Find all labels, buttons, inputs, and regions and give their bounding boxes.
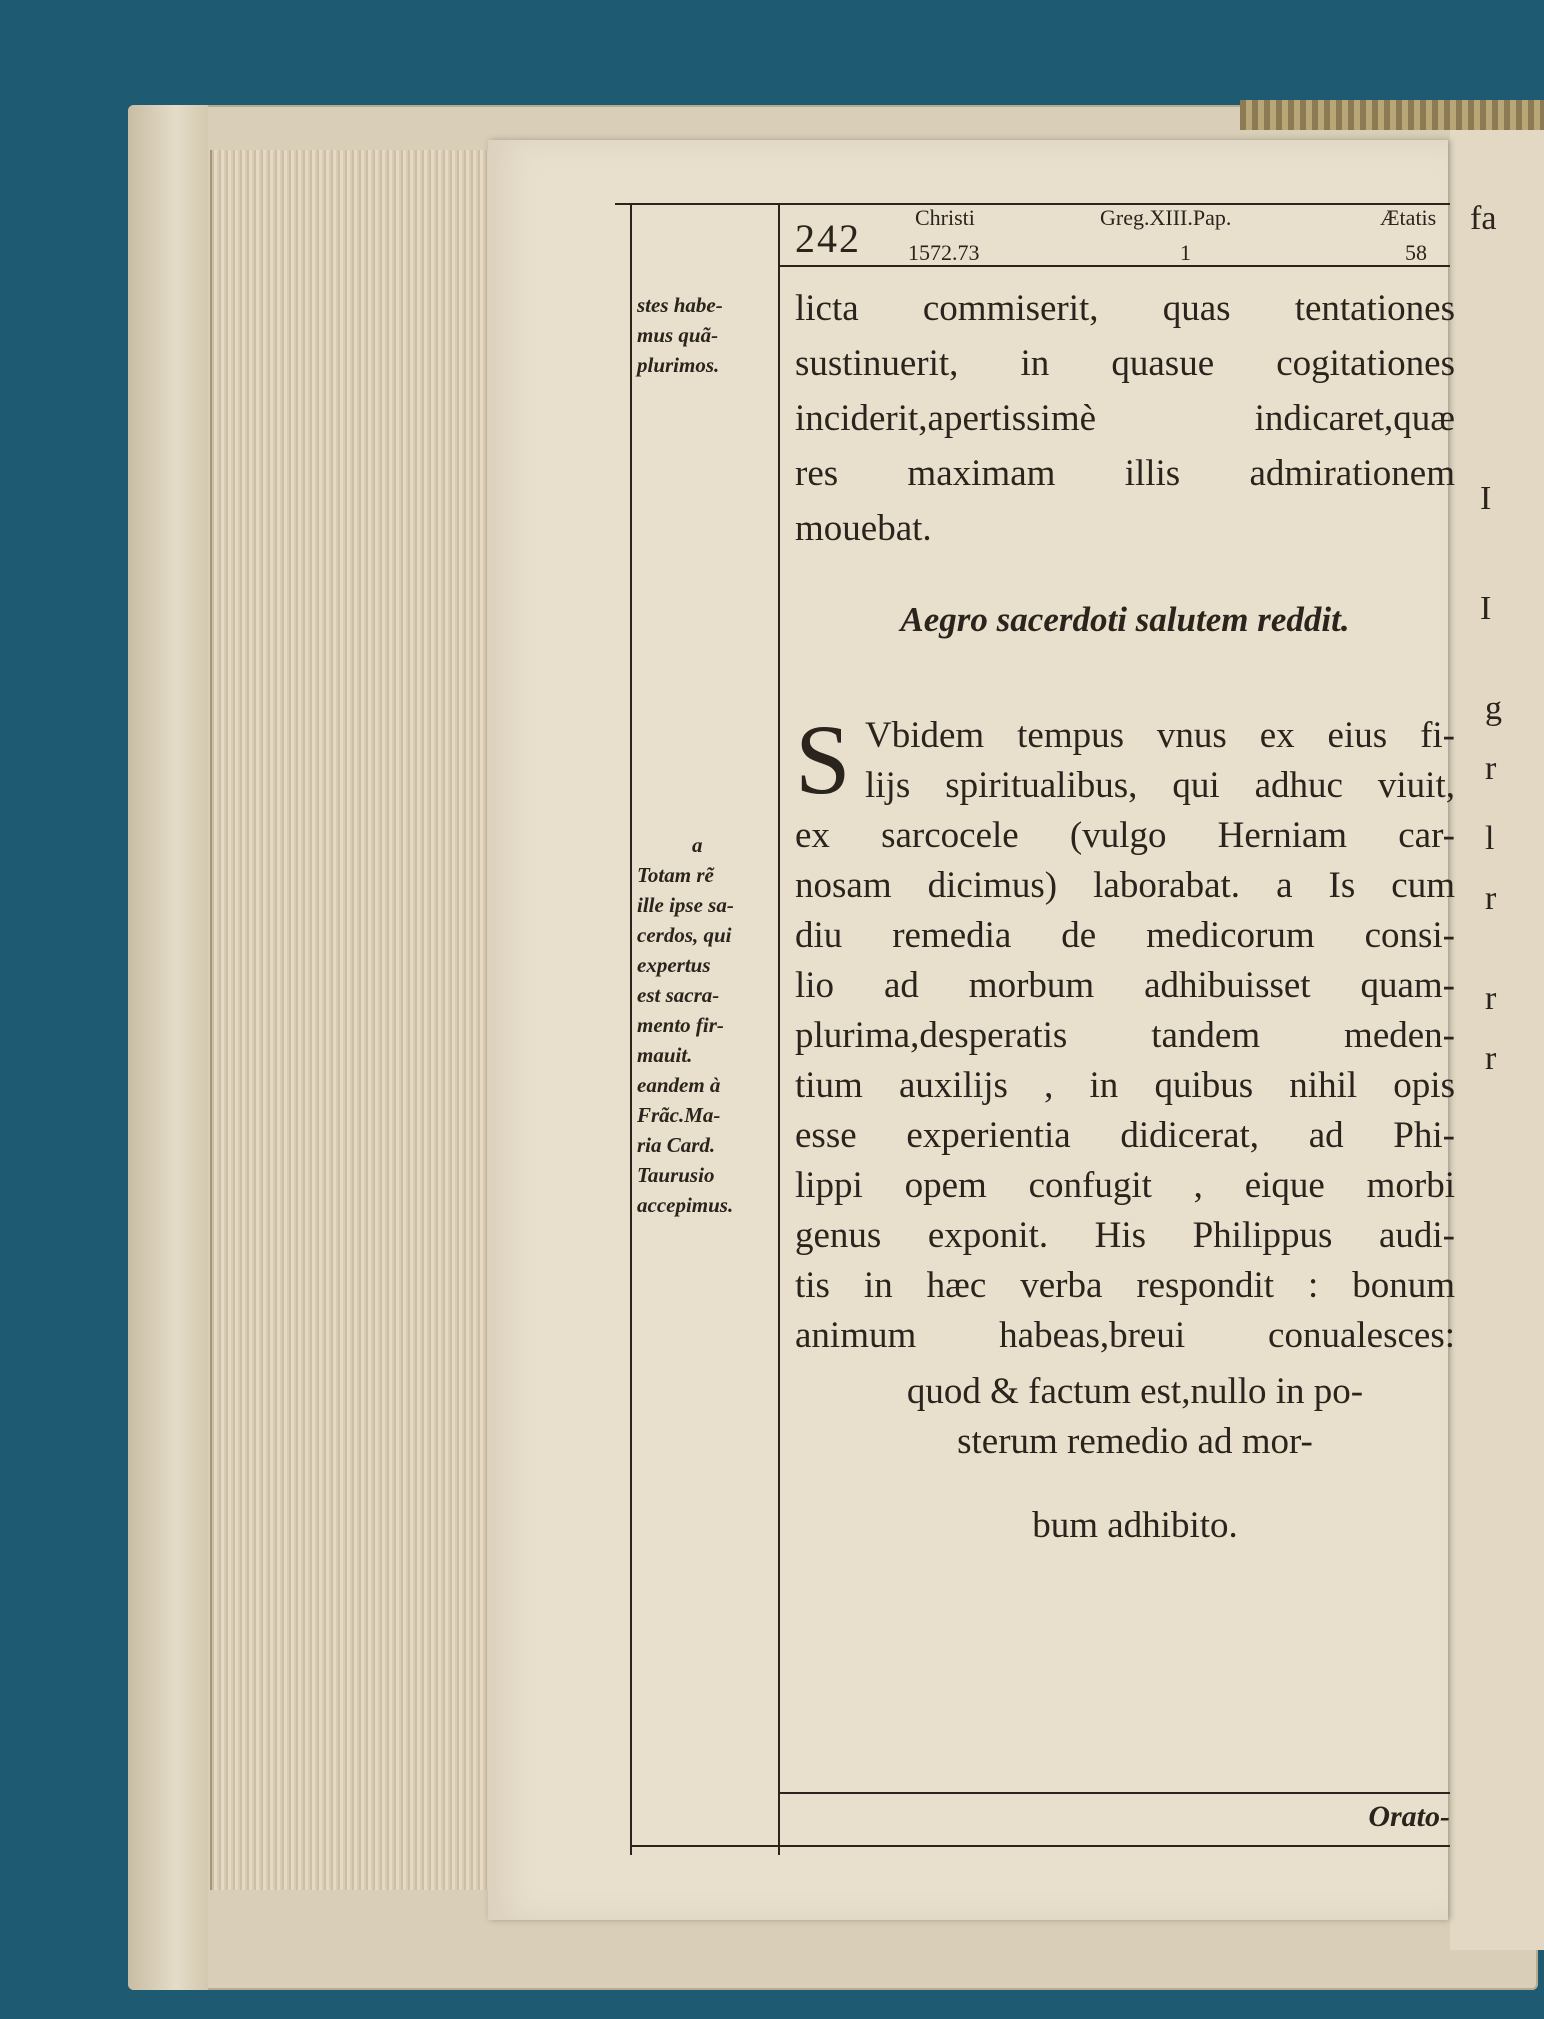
closing-line: sterum remedio ad mor- <box>957 1421 1313 1462</box>
catchword-row <box>780 1800 1450 1840</box>
section-heading: Aegro sacerdoti salutem reddit. <box>900 600 1350 639</box>
text-line: genus exponit. His Philippus audi- <box>795 1215 1455 1256</box>
header-christi-value: 1572.73 <box>908 240 980 265</box>
text-line: lippi opem confugit , eique morbi <box>795 1165 1455 1206</box>
margin-line: Frãc.Ma- <box>637 1103 721 1127</box>
header-rule-bottom <box>780 265 1450 267</box>
margin-line: a <box>692 833 703 857</box>
facing-fragment: I <box>1480 590 1492 627</box>
header-pope-label: Greg.XIII.Pap. <box>1100 205 1232 230</box>
closing-line: quod & factum est,nullo in po- <box>906 1371 1364 1412</box>
margin-note-a <box>637 830 777 1220</box>
bottom-rule-1 <box>780 1792 1450 1794</box>
facing-fragment: r <box>1485 1040 1497 1077</box>
facing-fragment: r <box>1485 750 1497 787</box>
margin-line: mento fir- <box>637 1013 724 1037</box>
margin-line: Taurusio <box>637 1163 715 1187</box>
bottom-rule-2 <box>630 1845 1450 1847</box>
margin-line: ria Card. <box>637 1133 716 1157</box>
header-aetatis-value: 58 <box>1405 240 1427 265</box>
closing-line: bum adhibito. <box>1032 1505 1238 1546</box>
margin-line: plurimos. <box>637 353 720 377</box>
book-spine <box>128 105 208 1990</box>
margin-line: ille ipse sa- <box>637 893 734 917</box>
text-line: nosam dicimus) laborabat. a Is cum <box>795 865 1455 906</box>
catchword: Orato- <box>1368 1800 1450 1833</box>
margin-note-top <box>637 290 777 380</box>
text-line: ex sarcocele (vulgo Herniam car- <box>795 815 1455 856</box>
page-number: 242 <box>795 216 861 261</box>
facing-page-edge <box>1450 130 1544 1950</box>
text-line: licta commiserit, quas tentationes <box>795 288 1455 329</box>
margin-line: Totam rẽ <box>637 863 714 887</box>
header-pope-value: 1 <box>1180 240 1191 265</box>
text-line: lijs spiritualibus, qui adhuc viuit, <box>865 765 1455 806</box>
margin-line: mauit. <box>637 1043 693 1067</box>
facing-fragment: r <box>1485 980 1497 1017</box>
page-edges-stack <box>210 150 502 1890</box>
facing-fragment: l <box>1485 820 1495 857</box>
header-rule-top <box>615 203 1450 205</box>
facing-fragment: fa <box>1470 200 1497 237</box>
facing-fragment: g <box>1485 690 1502 727</box>
headband <box>1240 100 1544 130</box>
text-line: tis in hæc verba respondit : bonum <box>795 1265 1455 1306</box>
text-line: inciderit,apertissimè indicaret,quæ <box>795 398 1455 439</box>
margin-line: stes habe- <box>637 293 723 317</box>
text-line: plurima,desperatis tandem meden- <box>795 1015 1455 1056</box>
margin-line: expertus <box>637 953 711 977</box>
margin-rule-right <box>778 205 780 1855</box>
facing-fragment: I <box>1480 480 1492 517</box>
text-line: esse experientia didicerat, ad Phi- <box>795 1115 1455 1156</box>
margin-line: mus quã- <box>637 323 719 347</box>
facing-fragment: r <box>1485 880 1497 917</box>
margin-line: est sacra- <box>637 983 720 1007</box>
margin-line: accepimus. <box>637 1193 734 1217</box>
header-aetatis-label: Ætatis <box>1380 205 1437 230</box>
text-line: sustinuerit, in quasue cogitationes <box>795 343 1455 384</box>
text-line: res maximam illis admirationem <box>795 453 1455 494</box>
margin-rule-left <box>630 205 632 1855</box>
text-line: diu remedia de medicorum consi- <box>795 915 1455 956</box>
text-line: animum habeas,breui conualesces: <box>795 1315 1455 1356</box>
margin-line: eandem à <box>637 1073 721 1097</box>
text-line: Vbidem tempus vnus ex eius fi- <box>865 715 1455 756</box>
header-christi-label: Christi <box>915 205 975 230</box>
text-line: lio ad morbum adhibuisset quam- <box>795 965 1455 1006</box>
drop-cap: S <box>795 704 851 815</box>
text-line: tium auxilijs , in quibus nihil opis <box>795 1065 1455 1106</box>
text-line: mouebat. <box>795 508 932 549</box>
margin-line: cerdos, qui <box>637 923 732 947</box>
